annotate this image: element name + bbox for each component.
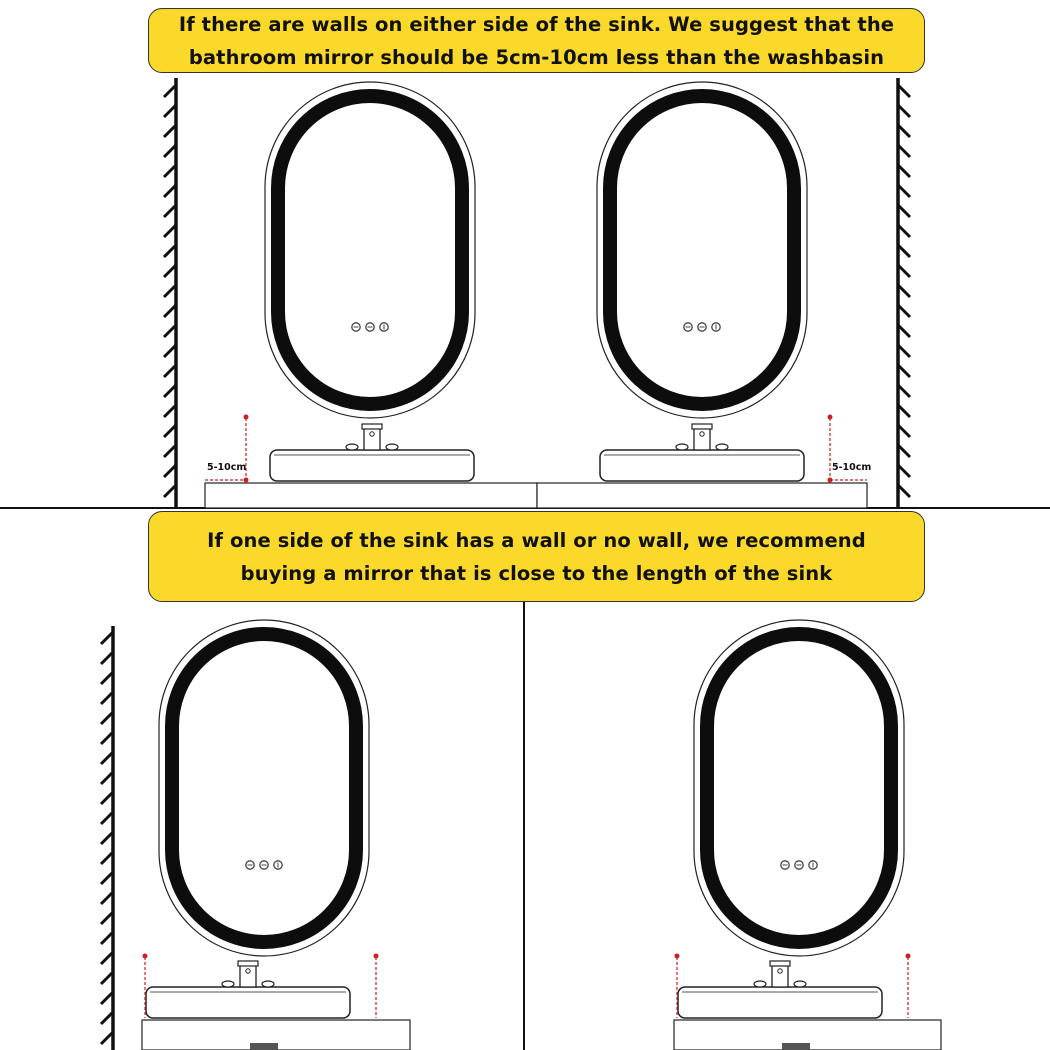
bottom-instruction-banner (148, 511, 925, 602)
mirror-right (597, 82, 807, 418)
bottom-mirror-right (694, 620, 904, 956)
bottom-banner-line-2: buying a mirror that is close to the length of the sink (240, 561, 833, 585)
top-scene (0, 78, 1050, 508)
left-wall (164, 78, 176, 508)
mirror-left (265, 82, 475, 418)
right-wall (898, 78, 910, 508)
basin-right (600, 424, 804, 481)
bottom-banner-line-1: If one side of the sink has a wall or no wall, we recommend (207, 528, 866, 552)
dimension-left-label: 5-10cm (207, 462, 247, 473)
bottom-mirror-left (159, 620, 369, 956)
bottom-basin-left (146, 961, 350, 1018)
top-instruction-banner (148, 8, 925, 73)
top-banner-line-1: If there are walls on either side of the sink. We suggest that the (178, 12, 895, 36)
countertop-right (537, 483, 867, 508)
bottom-scene (101, 600, 941, 1050)
top-banner-line-2: bathroom mirror should be 5cm-10cm less than the washbasin (188, 45, 885, 69)
basin-left (270, 424, 474, 481)
countertop-left (205, 483, 537, 508)
bottom-left-wall (101, 626, 113, 1050)
dimension-right-label: 5-10cm (832, 462, 872, 473)
bottom-basin-right (678, 961, 882, 1018)
